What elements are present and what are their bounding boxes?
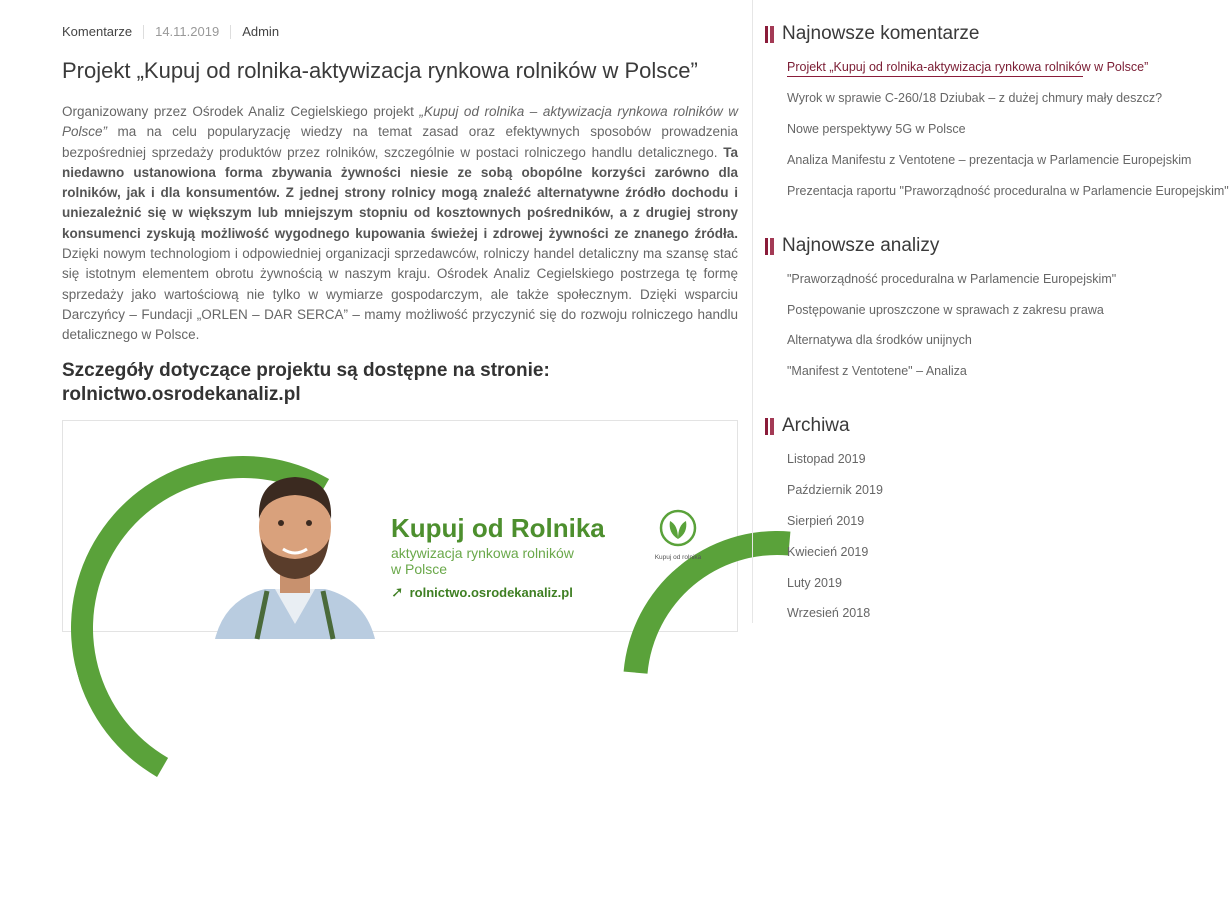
widget-title-text: Najnowsze analizy xyxy=(782,235,940,256)
banner-logo-text: Kupuj od rolnika xyxy=(654,554,702,561)
banner-link[interactable] xyxy=(391,583,573,601)
project-subheading: Szczegóły dotyczące projektu są dostępne na stronie: rolnictwo.osrodekanaliz.pl xyxy=(62,360,550,405)
widget-title-text: Najnowsze komentarze xyxy=(782,23,980,44)
post-date: 14.11.2019 xyxy=(155,24,220,39)
recent-comment-link[interactable]: Analiza Manifestu z Ventotene – prezentacja w Parlamencie Europejskim xyxy=(787,153,1192,167)
banner-title: Kupuj od Rolnika xyxy=(391,513,605,543)
widget-title-archives xyxy=(765,415,850,437)
post-title: Projekt „Kupuj od rolnika-aktywizacja rynkowa rolników w Polsce” xyxy=(62,58,698,83)
body-text-3: Dzięki nowym technologiom i odpowiedniej organizacji sprzedawców, rolniczy handel detaliczny ma szansę stać się istotnym elementem obrotu żywnością w naszym kraju. Ośrodek Analiz Cegielskiego postrzega tę formę sprzedaży jako wartościową nie tylko w wymiarze gospodarczym, ale także społecznym. Dzięki wsparciu Darczyńcy – Fundacji „ORLEN – DAR SERCA” – mamy możliwość przyczynić się do rozwoju rolniczego handlu detalicznego w Polsce. xyxy=(62,246,738,343)
archive-link[interactable]: Wrzesień 2018 xyxy=(787,606,871,620)
widget-marker-icon xyxy=(765,238,774,255)
body-text-bold: Ta niedawno ustanowiona forma zbywania żywności niesie ze sobą obopólne korzyści zarówno dla rolników, jak i dla konsumentów. Z jednej strony rolnicy mogą znaleźć alternatywne źródło dochodu i uniezależnić się w większym lub mniejszym stopniu od kosztownych pośredników, a z drugiej strony konsumenci zyskują możliwość wygodnego kupowania świeżej i zdrowej żywności ze znanego źródła. xyxy=(62,144,738,241)
sidebar-divider xyxy=(752,0,753,623)
recent-analysis-link[interactable]: "Praworządność proceduralna w Parlamencie Europejskim" xyxy=(787,272,1117,286)
recent-comment-link[interactable]: Wyrok w sprawie C-260/18 Dziubak – z dużej chmury mały deszcz? xyxy=(787,91,1163,105)
banner-link-text: rolnictwo.osrodekanaliz.pl xyxy=(409,584,573,600)
body-project-name: „Kupuj od rolnika – aktywizacja rynkowa rolników w Polsce” xyxy=(62,104,738,140)
post-meta xyxy=(62,24,279,39)
archive-link[interactable]: Kwiecień 2019 xyxy=(787,545,869,559)
recent-comment-link[interactable]: Prezentacja raportu "Praworządność proceduralna w Parlamencie Europejskim" xyxy=(787,184,1229,198)
widget-title-comments xyxy=(765,23,979,45)
post-body xyxy=(62,102,738,346)
banner-subtitle-line: w Polsce xyxy=(391,561,448,577)
archive-link[interactable]: Listopad 2019 xyxy=(787,452,866,466)
widget-title-analyses xyxy=(765,235,939,257)
meta-divider xyxy=(230,25,231,39)
arrow-up-right-icon: ➚ xyxy=(391,584,404,601)
recent-comment-link[interactable]: Projekt „Kupuj od rolnika-aktywizacja rynkowa rolników w Polsce” xyxy=(787,60,1083,77)
post-category-link[interactable]: Komentarze xyxy=(62,24,133,39)
banner-subtitle xyxy=(391,545,574,577)
project-banner-image[interactable] xyxy=(62,420,738,632)
banner-logo xyxy=(653,509,703,561)
archive-link[interactable]: Październik 2019 xyxy=(787,483,883,497)
banner-subtitle-line: aktywizacja rynkowa rolników xyxy=(391,545,574,561)
archive-link[interactable]: Luty 2019 xyxy=(787,576,842,590)
widget-marker-icon xyxy=(765,418,774,435)
recent-analysis-link[interactable]: Postępowanie uproszczone w sprawach z zakresu prawa xyxy=(787,303,1104,317)
recent-analysis-link[interactable]: Alternatywa dla środków unijnych xyxy=(787,333,972,347)
archive-link[interactable]: Sierpień 2019 xyxy=(787,514,865,528)
recent-comment-link[interactable]: Nowe perspektywy 5G w Polsce xyxy=(787,122,966,136)
meta-divider xyxy=(143,25,144,39)
body-text-1: Organizowany przez Ośrodek Analiz Cegielskiego projekt xyxy=(62,104,420,119)
widget-title-text: Archiwa xyxy=(782,415,850,436)
green-arc-decoration xyxy=(560,468,994,902)
recent-analysis-link[interactable]: "Manifest z Ventotene" – Analiza xyxy=(787,364,967,378)
post-author-link[interactable]: Admin xyxy=(242,24,280,39)
widget-marker-icon xyxy=(765,26,774,43)
body-text-2: ma na celu popularyzację wiedzy na temat zasad oraz efektywnych sposobów prowadzenia bezpośredniej sprzedaży produktów przez rolników, szczególnie w postaci rolniczego handlu detalicznego. xyxy=(62,124,738,160)
leaf-logo-icon xyxy=(659,509,697,547)
farmer-photo xyxy=(195,449,395,639)
